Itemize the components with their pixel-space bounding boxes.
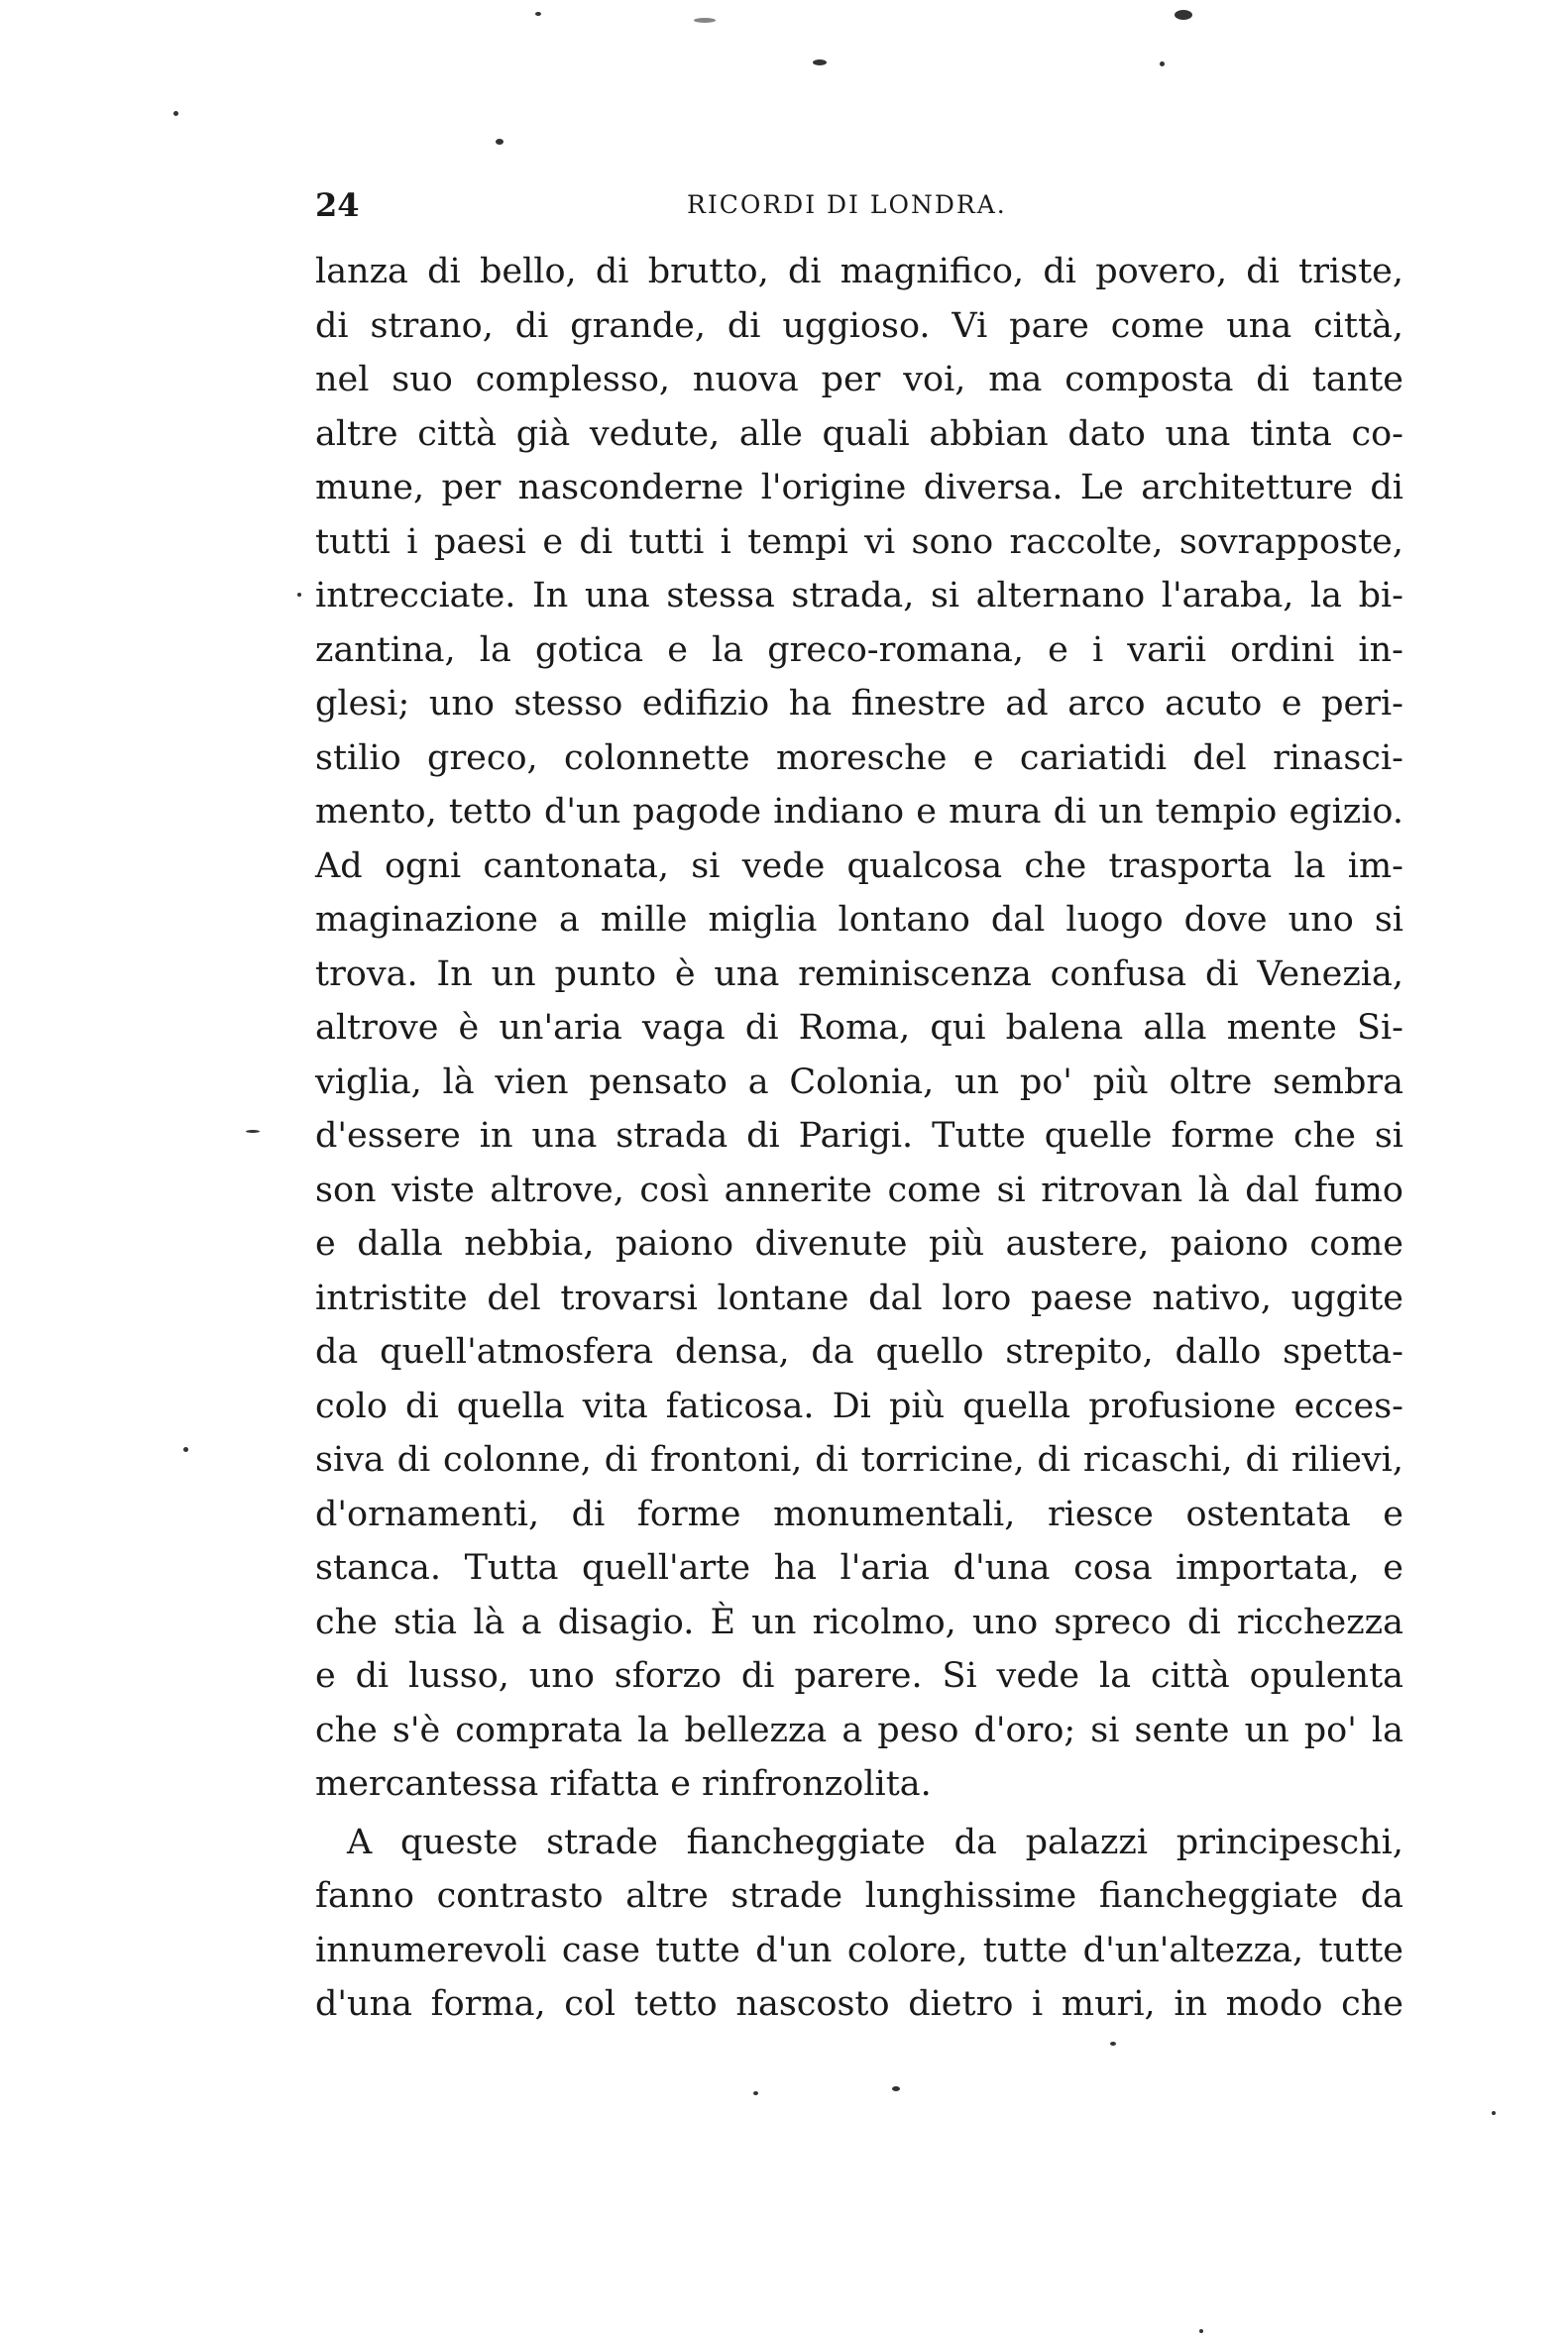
scan-speck: [173, 111, 178, 116]
text-line: Ad ogni cantonata, si vede qualcosa che trasporta la im-: [315, 845, 1403, 886]
text-line: intristite del trovarsi lontane dal loro paese nativo, uggite: [315, 1278, 1403, 1318]
text-line: e di lusso, uno sforzo di parere. Si vede la città opulenta: [315, 1656, 1403, 1696]
text-line: stilio greco, colonnette moresche e cariatidi del rinasci-: [315, 737, 1403, 778]
scan-speck: [892, 2086, 900, 2091]
page-header: [315, 176, 1403, 246]
text-line: che stia là a disagio. È un ricolmo, uno spreco di ricchezza: [315, 1602, 1403, 1642]
text-line: e dalla nebbia, paiono divenute più austere, paiono come: [315, 1224, 1403, 1264]
body-text: [315, 245, 1403, 2032]
text-line: mento, tetto d'un pagode indiano e mura di un tempio egizio.: [315, 792, 1403, 832]
text-line: mune, per nasconderne l'origine diversa. Le architetture di: [315, 468, 1403, 507]
text-line: zantina, la gotica e la greco-romana, e i varii ordini in-: [315, 629, 1403, 670]
page-number: 24: [315, 186, 360, 224]
scan-speck: [1175, 10, 1192, 20]
text-line: fanno contrasto altre strade lunghissime fiancheggiate da: [315, 1876, 1403, 1916]
paragraph: [315, 245, 1403, 1812]
text-line: stanca. Tutta quell'arte ha l'aria d'una cosa importata, e: [315, 1548, 1403, 1588]
scan-speck: [753, 2091, 758, 2095]
text-line: d'ornamenti, di forme monumentali, riesce ostentata e: [315, 1494, 1403, 1534]
text-line: altre città già vedute, alle quali abbian dato una tinta co-: [315, 413, 1403, 454]
text-line: glesi; uno stesso edifizio ha finestre ad arco acuto e peri-: [315, 684, 1403, 724]
text-line: nel suo complesso, nuova per voi, ma composta di tante: [315, 360, 1403, 399]
text-line: maginazione a mille miglia lontano dal luogo dove uno si: [315, 900, 1403, 940]
text-line: mercantessa rifatta e rinfronzolita.: [315, 1764, 932, 1804]
text-line: altrove è un'aria vaga di Roma, qui balena alla mente Si-: [315, 1008, 1403, 1048]
scan-speck: [297, 593, 301, 597]
paragraph: [315, 1816, 1403, 2032]
text-line: che s'è comprata la bellezza a peso d'oro; si sente un po' la: [315, 1710, 1403, 1750]
text-line: d'essere in una strada di Parigi. Tutte quelle forme che si: [315, 1116, 1403, 1156]
scan-speck: [496, 139, 504, 145]
text-line: d'una forma, col tetto nascosto dietro i muri, in modo che: [315, 1984, 1403, 2024]
scan-speck: [1492, 2111, 1496, 2115]
text-line: lanza di bello, di brutto, di magnifico, di povero, di triste,: [315, 252, 1403, 291]
text-line: da quell'atmosfera densa, da quello strepito, dallo spetta-: [315, 1332, 1403, 1372]
scan-speck: [183, 1447, 188, 1452]
scan-speck: [1110, 2042, 1116, 2046]
text-line: A queste strade fiancheggiate da palazzi principeschi,: [347, 1822, 1403, 1862]
text-line: trova. In un punto è una reminiscenza confusa di Venezia,: [315, 953, 1403, 994]
scan-speck: [1199, 2329, 1203, 2333]
text-line: siva di colonne, di frontoni, di torricine, di ricaschi, di rilievi,: [315, 1440, 1403, 1480]
scan-speck: [535, 12, 541, 16]
text-line: son viste altrove, così annerite come si ritrovan là dal fumo: [315, 1170, 1403, 1210]
scan-speck: [694, 18, 716, 23]
scan-speck: [246, 1130, 260, 1133]
scan-speck: [1160, 61, 1165, 66]
scan-speck: [813, 59, 827, 65]
text-line: colo di quella vita faticosa. Di più quella profusione ecces-: [315, 1386, 1403, 1426]
text-line: di strano, di grande, di uggioso. Vi pare come una città,: [315, 305, 1403, 346]
text-line: intrecciate. In una stessa strada, si alternano l'araba, la bi-: [315, 576, 1403, 615]
text-line: tutti i paesi e di tutti i tempi vi sono raccolte, sovrapposte,: [315, 521, 1403, 562]
text-line: viglia, là vien pensato a Colonia, un po' più oltre sembra: [315, 1061, 1403, 1102]
running-head: RICORDI DI LONDRA.: [687, 190, 1007, 219]
text-line: innumerevoli case tutte d'un colore, tutte d'un'altezza, tutte: [315, 1930, 1403, 1970]
